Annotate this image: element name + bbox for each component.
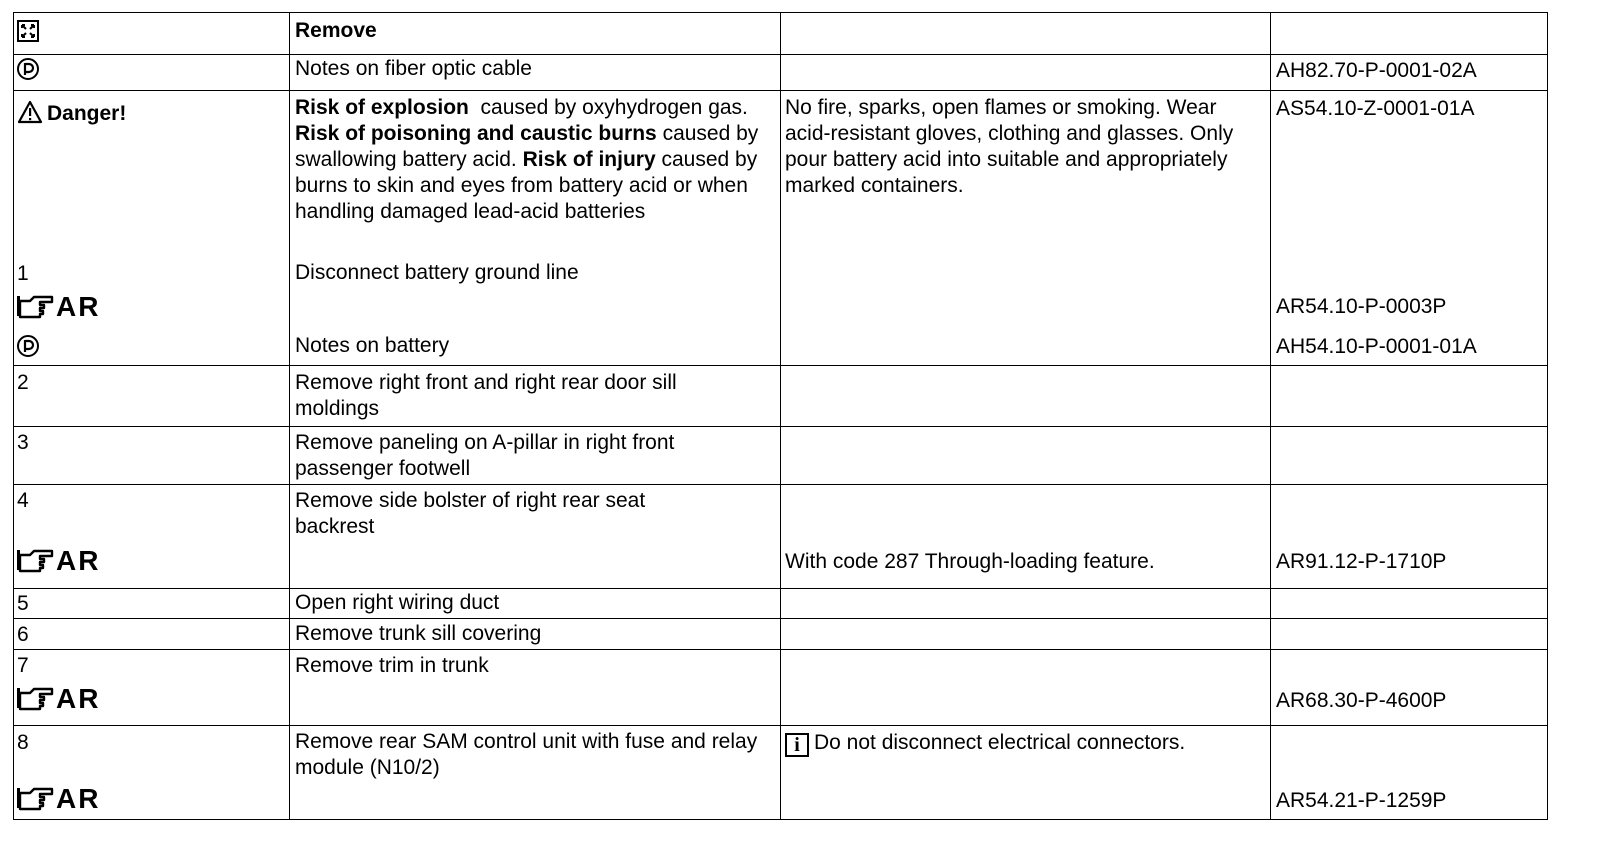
info-icon: i [785,733,809,757]
step-4-ref[interactable]: AR91.12-P-1710P [1276,550,1447,573]
ar-label: AR [56,545,101,576]
step-number: 4 [17,489,29,512]
step-7-ref[interactable]: AR68.30-P-4600P [1276,689,1447,712]
step-8-ref[interactable]: AR54.21-P-1259P [1276,789,1447,812]
step-6-text: Remove trunk sill covering [295,622,542,645]
repair-procedure-table [13,12,1548,820]
danger-precautions: No fire, sparks, open flames or smoking. Wear acid-resistant gloves, clothing and glasses. Only pour battery acid into suitable and appropriately marked containers. [785,96,1234,197]
step-4-note: With code 287 Through-loading feature. [785,550,1155,573]
pointing-hand-icon [16,787,54,811]
fullscreen-icon[interactable] [17,20,39,42]
danger-risk-poisoning-text: caused by swallowing battery acid. [295,122,759,171]
step-7-text: Remove trim in trunk [295,654,489,677]
step-1-text: Disconnect battery ground line [295,261,579,284]
step-number: 6 [17,623,29,646]
step-3-text: Remove paneling on A-pillar in right front passenger footwell [295,431,675,480]
ar-label: AR [56,291,101,322]
battery-notes-link[interactable]: Notes on battery [295,334,450,357]
ar-link[interactable] [16,785,100,813]
step-8-note-text: Do not disconnect electrical connectors. [814,731,1186,754]
fiber-optic-notes-link[interactable]: Notes on fiber optic cable [295,57,532,80]
danger-label: Danger! [47,102,127,125]
step-number: 3 [17,431,29,454]
danger-risk-injury-text: caused by burns to skin and eyes from battery acid or when handling damaged lead-acid batteries [295,148,758,223]
step-2-text: Remove right front and right rear door sill moldings [295,371,677,420]
ar-label: AR [56,783,101,814]
ar-label: AR [56,683,101,714]
section-title: Remove [295,19,377,42]
pointing-hand-icon [16,687,54,711]
step-5-text: Open right wiring duct [295,591,500,614]
danger-risk-explosion: Risk of explosion [295,96,469,119]
step-4-text: Remove side bolster of right rear seat backrest [295,489,646,538]
fiber-optic-notes-ref[interactable]: AH82.70-P-0001-02A [1276,59,1477,82]
warning-triangle-icon [17,100,43,124]
danger-ref[interactable]: AS54.10-Z-0001-01A [1276,97,1475,120]
step-number: 7 [17,654,29,677]
step-number: 1 [17,262,29,285]
danger-risk-poisoning: Risk of poisoning and caustic burns [295,122,657,145]
notes-icon[interactable] [16,57,40,81]
notes-icon[interactable] [16,334,40,358]
danger-risk-explosion-text: caused by oxyhydrogen gas. [480,96,748,119]
ar-link[interactable] [16,547,100,575]
step-number: 2 [17,371,29,394]
pointing-hand-icon [16,549,54,573]
step-number: 8 [17,731,29,754]
step-8-text: Remove rear SAM control unit with fuse and relay module (N10/2) [295,730,758,779]
step-8-note [785,730,1185,757]
danger-text [295,95,775,225]
pointing-hand-icon [16,295,54,319]
danger-risk-injury: Risk of injury [522,148,656,171]
step-number: 5 [17,592,29,615]
ar-link[interactable] [16,685,100,713]
ar-link[interactable] [16,293,100,321]
step-1-ar-ref[interactable]: AR54.10-P-0003P [1276,295,1447,318]
battery-notes-ref[interactable]: AH54.10-P-0001-01A [1276,335,1477,358]
